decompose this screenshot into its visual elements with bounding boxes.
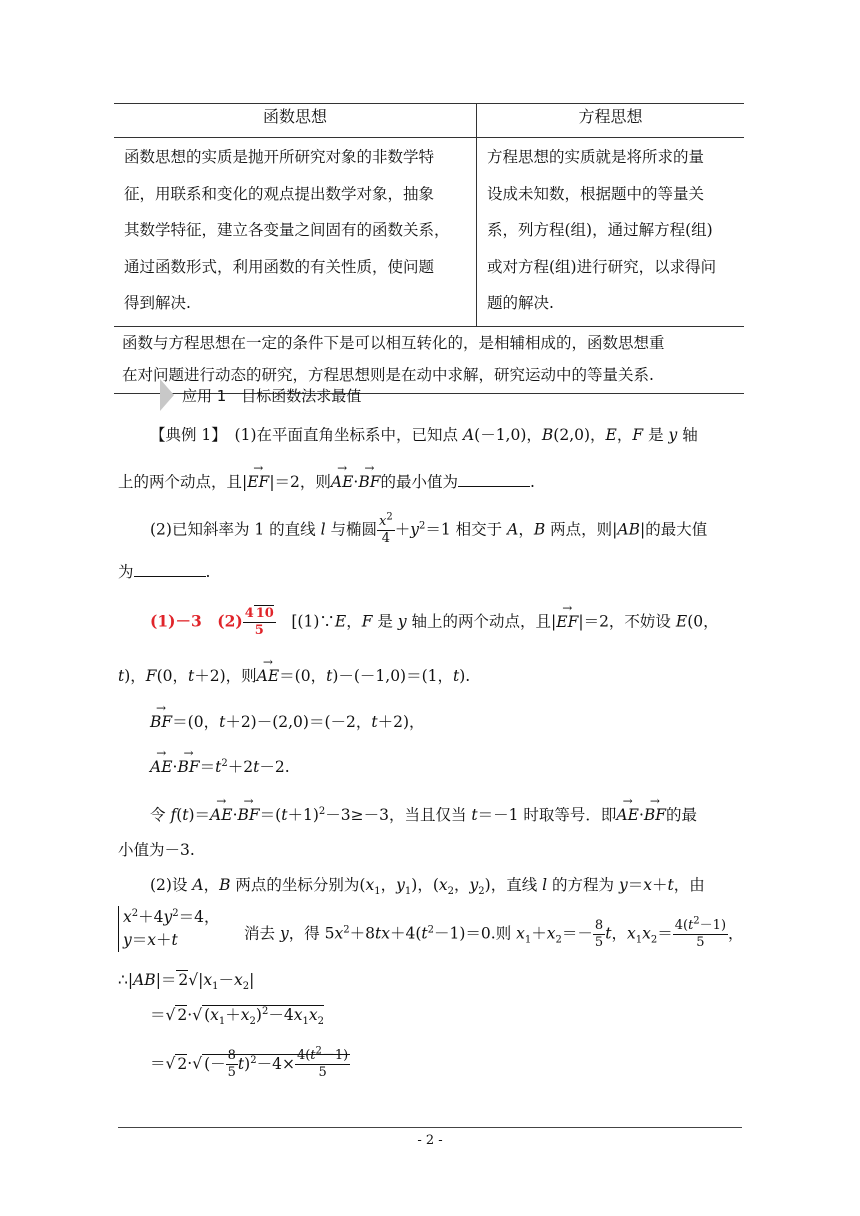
solution-line-5: 令 $f(t)=\to AE\cdot\to BF=(t+1)^2-3\ge-3$，当且仅当 t＝－1 时取等号．即→ AE·→ BF的最 [150,803,745,827]
answer-blank [458,472,530,487]
example-line-2: 上的两个动点，且|→ EF|＝2，则→ AE·→ BF的最小值为 . [118,470,745,494]
answer-line-1: (1)－3 (2) $\frac{4 10}{5}$ [(1)∵E，F 是 y 轴上的两个动点，且|→ EF|＝2，不妨设 E(0， [150,606,745,639]
table-line: 其数学特征，建立各变量之间固有的函数关系， [124,221,450,239]
table-line: 题的解决. [487,294,554,312]
table-line: 函数思想的实质是抛开所研究对象的非数学特 [124,148,435,166]
answer-part2-fraction: $\frac{4 10}{5}$ [244,606,274,638]
example-line-4: 为 . [118,563,211,581]
application-title: 应用 1 目标函数法求最值 [182,386,362,405]
equation-thinking-cell [477,138,745,327]
comparison-table [114,103,744,394]
equation-system: $x^2+4y^2=4$， y＝x＋t [118,906,220,952]
table-line: 或对方程(组)进行研究，以求得问 [487,257,717,276]
solution-line-2: t)，F(0，t＋2)，则→ AE＝(0，t)－(－1,0)＝(1，t). [118,664,745,688]
answer-part1: (1)－3 [150,611,202,631]
example-label: 【典例 1】 [150,426,220,444]
solution-line-6: 小值为－3. [118,841,195,859]
table-line: 得到解决. [124,294,191,312]
solution-line-4: → $AE\cdot\to BF=t^2+2t-2$. [150,755,745,779]
summary-line: 函数与方程思想在一定的条件下是可以相互转化的，是相辅相成的，函数思想重 [122,333,665,352]
table-line: 系，列方程(组)，通过解方程(组) [487,221,713,239]
answer-part2-prefix: (2) [217,611,243,631]
solution-line-7: (2)设 A，B 两点的坐标分别为($x_1$，$y_1$)，($x_2$，$y_2$)，直线 l 的方程为 y＝x＋t，由 [150,876,705,898]
table-line: 设成未知数，根据题中的等量关 [487,184,705,203]
solution-line-9: ∴|AB|＝ $2√|x_1-x_2|$ [118,971,255,993]
solution-line-3: → BF＝(0，t＋2)－(2,0)＝(－2，t＋2)， [150,710,745,734]
solution-line-10: ＝√ 2·√ $(x_1+x_2)^2-4x_1x_2$ [150,1005,324,1028]
header-function-thinking: 函数思想 [114,104,477,138]
function-thinking-cell [114,138,477,327]
table-line: 方程思想的实质就是将所求的量 [487,148,705,166]
solution-line-8: 消去 y，得 $5x^2+8tx+4(t^2-1)=0$.则 $x_1+x_2=-$ $\frac{8}{5}$ t，$x_1x_2=$ $\frac{4(t^2-1)}{5}$ ， [244,915,744,950]
solution-line-11: ＝√ 2·√ (－ $\frac{8}{5}$ t)$^2$－4× $\frac{4(t^2-1)}{5}$ [150,1045,349,1080]
page-number: - 2 - [417,1133,443,1148]
footer-divider [118,1127,742,1128]
table-line: 征，用联系和变化的观点提出数学对象，抽象 [124,184,435,203]
header-equation-thinking: 方程思想 [477,104,745,138]
table-line: 通过函数形式，利用函数的有关性质，使问题 [124,257,435,276]
answer-blank [134,562,206,577]
summary-line: 在对问题进行动态的研究，方程思想则是在动中求解，研究运动中的等量关系. [122,365,654,384]
example-line-1: 【典例 1】 (1)在平面直角坐标系中，已知点 A(－1,0)，B(2,0)，E，F 是 y 轴 [150,426,698,444]
example-line-3: (2)已知斜率为 1 的直线 l 与椭圆 $\frac{x^2}{4}$ $+y^2=1$ 相交于 A，B 两点，则|AB|的最大值 [150,511,708,546]
application-heading [160,379,361,411]
triangle-marker-icon [160,379,174,411]
